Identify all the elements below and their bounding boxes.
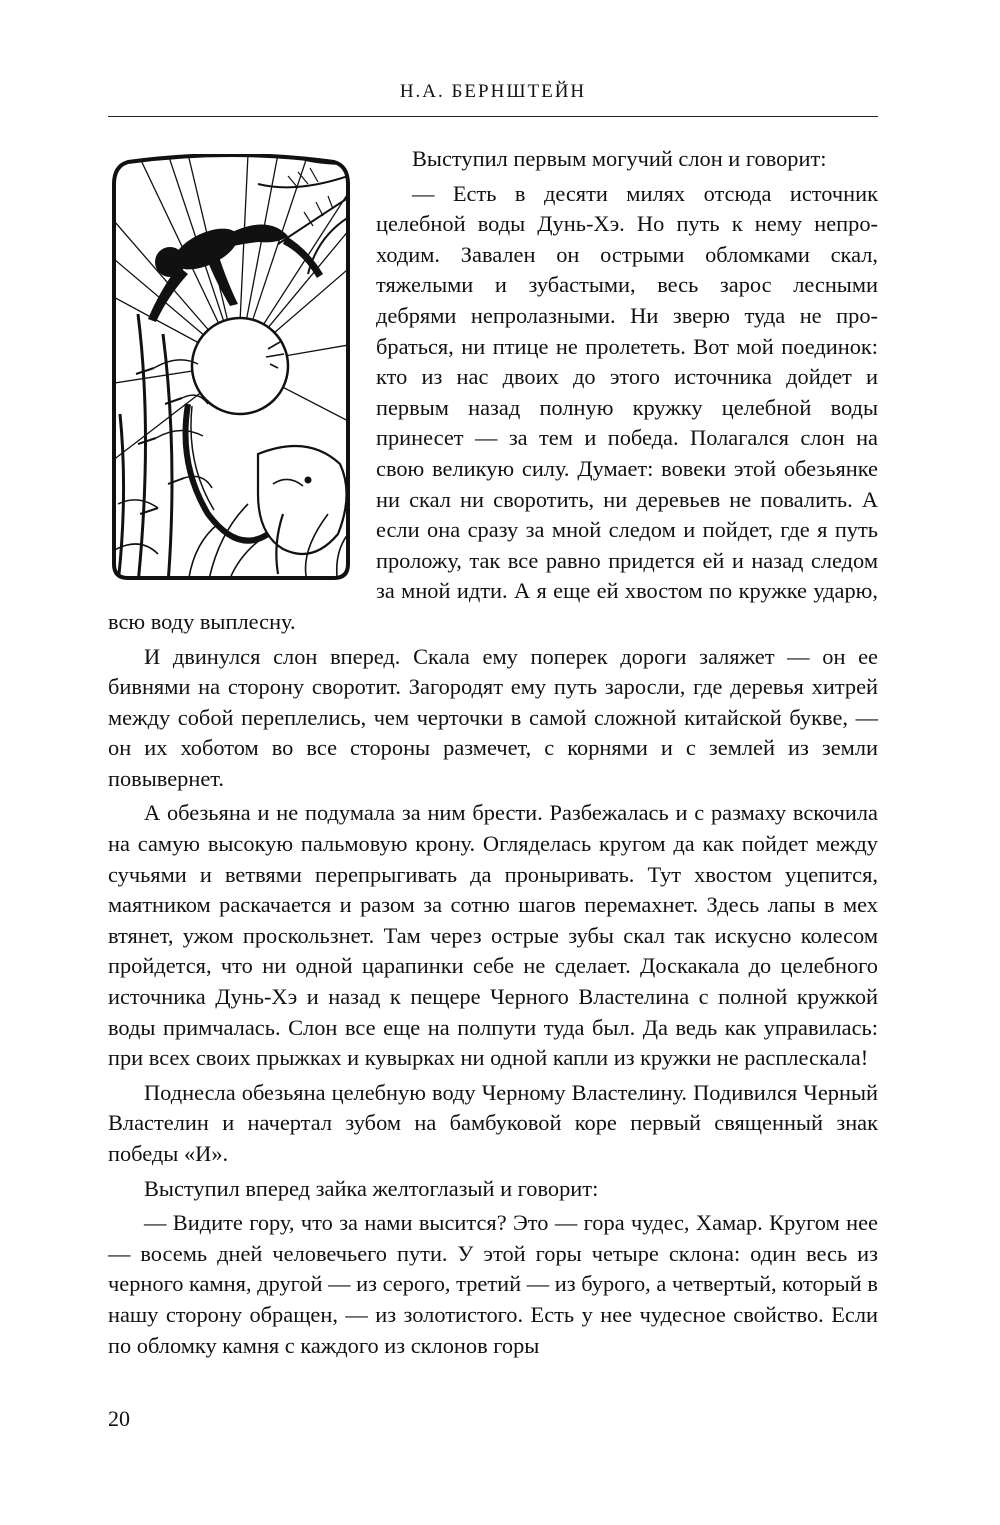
running-header: Н.А. БЕРНШТЕЙН [399, 81, 587, 102]
paragraph: Выступил первым могучий слон и говорит: [412, 146, 827, 171]
paragraph: И двинулся слон вперед. Скала ему поперек дороги заляжет — он ее бивнями на сторону своротит. Загородят ему путь заросли, где деревья хитрей между собой переплелись, чем черточки в самой сложной китайской букве, — он их хоботом во все стороны размечет, с корнями и с землей из земли повывернет. [108, 643, 878, 791]
header-rule [108, 116, 878, 117]
paragraph: А обезьяна и не подумала за ним брести. Разбежалась и с размаху вскочила на самую высокую пальмовую крону. Огляделась кругом да как пойдет между сучьями и ветвями перепрыгивать да проныривать. Тут хвостом уцепится, маятником раскачается и разом за сотню шагов перемахнет. Здесь лапы в мех втянет, ужом проскользнет. Там через острые зубы скал так искусно колесом пройдется, что ни одной царапинки себе не сделает. Доскакала до целебного источника Дунь-Хэ и назад к пещере Черного Властелина с полной кружкой воды примчалась. Слон все еще на полпути туда был. Да ведь как управилась: при всех своих прыжках и кувырках ни одной капли из кружки не расплескала! [108, 800, 878, 1071]
page-number: 20 [108, 1406, 130, 1431]
paragraph: Поднесла обезьяна целебную воду Черному Властелину. Подивился Черный Властелин и начертал зубом на бамбуковой коре первый священный знак победы «И». [108, 1079, 878, 1166]
paragraph: Выступил вперед зайка желтоглазый и говорит: [144, 1175, 599, 1201]
monkey-elephant-illustration-icon [108, 154, 354, 584]
paragraph: — Есть в десяти милях отсюда источник целебной воды Дунь-Хэ. Но путь к нему непроходим. Завален он острыми обломками скал, тяжелыми и зубастыми, весь зарос лесными дебрями непролазными. Ни зверю туда не пробраться, ни птице не пролететь. Вот мой поединок: кто из нас двоих до этого источника дойдет и первым назад полную кружку целебной воды принесет — за тем и победа. Полагался слон на свою великую силу. Думает: вовеки этой обезьянке ни скал ни своротить, ни деревьев не повалить. А если она сразу за мной следом и пойдет, где я путь проложу, так все равно придется ей и назад следом за мной идти. А я еще ей хвостом по кружке ударю, всю воду выплесну. [108, 180, 878, 634]
body-text [108, 144, 878, 1365]
paragraph: — Видите гору, что за нами высится? Это — гора чудес, Хамар. Кругом нее — восемь дней человечьего пути. У этой горы четыре склона: один весь из черного камня, другой — из серого, третий — из бурого, а четвертый, который в нашу сторону обращен, — из золотистого. Есть у нее чудесное свойство. Если по обломку камня с каждого из склонов горы [108, 1210, 878, 1358]
